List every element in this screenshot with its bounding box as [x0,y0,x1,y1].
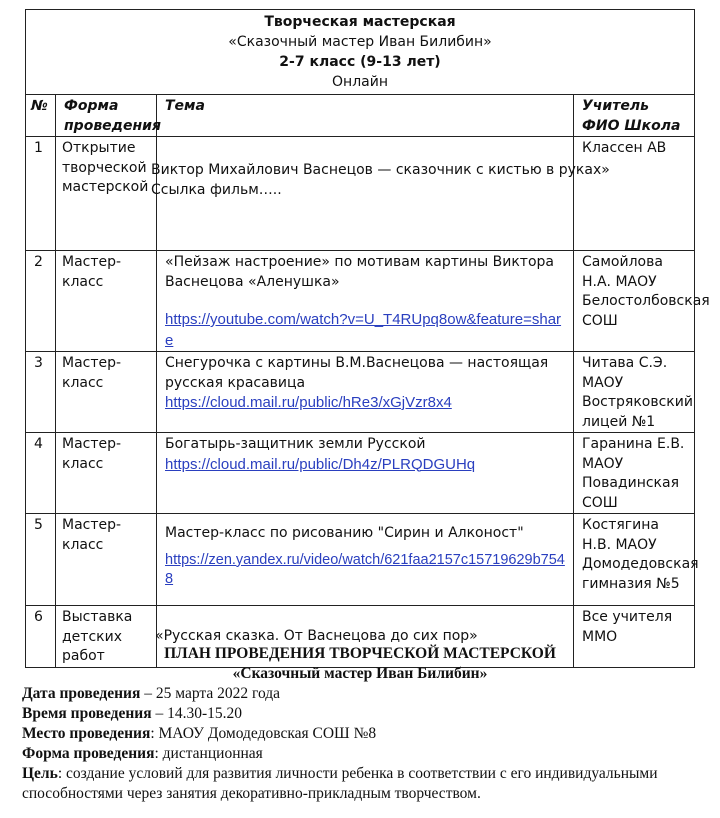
row-topic [157,352,574,433]
row-topic-text: «Русская сказка. От Васнецова до сих пор» [155,628,478,644]
plan-place-value: : МАОУ Домодедовская СОШ №8 [150,725,377,742]
video-link[interactable]: https://youtube.com/watch?v=U_T4RUpq8ow&feature=share [165,311,562,349]
row-form: Мастер-класс [56,433,157,514]
plan-place [22,724,698,744]
row-form: Выставка детских работ [56,606,157,668]
cloud-link[interactable]: https://cloud.mail.ru/public/hRe3/xGjVzr8x4 [165,394,452,411]
row-teacher: Костягина Н.В. МАОУ Домодедовская гимназия №5 [574,514,695,606]
plan-time-label: Время проведения [22,705,152,722]
column-header-teacher: Учитель ФИО Школа [574,95,695,137]
row-teacher: Все учителя ММО [574,606,695,668]
row-num: 4 [26,433,56,514]
table-row [26,433,695,514]
plan-date-value: – 25 марта 2022 года [140,685,281,702]
row-num: 6 [26,606,56,668]
row-teacher: Классен АВ [574,137,695,251]
plan-time-value: – 14.30-15.20 [151,705,243,722]
plan-goal-value: : создание условий для развития личности ребенка в соответствии с его индивидуальными способностями через занятия декоративно-прикладным творчеством. [22,765,658,802]
row-topic [157,514,574,606]
table-row [26,137,695,251]
row-form: Мастер-класс [56,514,157,606]
row-num: 1 [26,137,56,251]
zen-video-link[interactable]: https://zen.yandex.ru/video/watch/621faa2157c15719629b7548 [165,551,565,587]
row-teacher: Самойлова Н.А. МАОУ Белостолбовская СОШ [574,251,695,352]
plan-section [22,644,698,804]
table-row [26,251,695,352]
row-teacher: Гаранина Е.В. МАОУ Повадинская СОШ [574,433,695,514]
row-topic [157,433,574,514]
schedule-table [25,9,710,668]
column-header-row [26,95,695,137]
row-topic-text: «Пейзаж настроение» по мотивам картины Виктора Васнецова «Аленушка» [165,254,554,290]
workshop-grade: 2-7 класс (9-13 лет) [279,54,441,70]
row-topic [157,251,574,352]
table-row [26,352,695,433]
plan-form-label: Форма проведения [22,745,155,762]
row-topic-text: Мастер-класс по рисованию "Сирин и Алконост" [165,525,524,541]
workshop-subtitle: «Сказочный мастер Иван Билибин» [228,34,492,50]
plan-form [22,744,698,764]
column-header-topic: Тема [157,95,574,137]
plan-date [22,684,698,704]
plan-form-value: : дистанционная [154,745,263,762]
workshop-title: Творческая мастерская [264,14,456,30]
table-title-cell [26,10,695,95]
row-form: Мастер-класс [56,352,157,433]
workshop-format: Онлайн [332,74,388,90]
row-topic [151,137,610,251]
plan-date-label: Дата проведения [22,685,141,702]
plan-place-label: Место проведения [22,725,151,742]
plan-time [22,704,698,724]
plan-goal-label: Цель [22,765,58,782]
plan-subtitle: «Сказочный мастер Иван Билибин» [232,665,488,682]
table-title-row [26,10,695,95]
plan-goal [22,764,698,804]
cloud-link[interactable]: https://cloud.mail.ru/public/Dh4z/PLRQDGUHq [165,455,476,473]
plan-title: ПЛАН ПРОВЕДЕНИЯ ТВОРЧЕСКОЙ МАСТЕРСКОЙ [164,645,556,662]
row-topic-text: Виктор Михайлович Васнецов — сказочник с кистью в руках» [151,162,610,178]
row-form: Открытие творческой мастерской [56,137,157,251]
row-form: Мастер-класс [56,251,157,352]
table-row [26,514,695,606]
row-num: 2 [26,251,56,352]
row-topic-note: Ссылка фильм….. [151,181,282,198]
row-num: 5 [26,514,56,606]
column-header-form: Форма проведения [56,95,157,137]
row-topic-text: Снегурочка с картины В.М.Васнецова — настоящая русская красавица [165,355,549,391]
row-topic-text: Богатырь-защитник земли Русской [165,436,426,452]
column-header-num: № [26,95,56,137]
spacer [165,292,568,310]
row-num: 3 [26,352,56,433]
row-teacher: Читава С.Э. МАОУ Востряковский лицей №1 [574,352,695,433]
